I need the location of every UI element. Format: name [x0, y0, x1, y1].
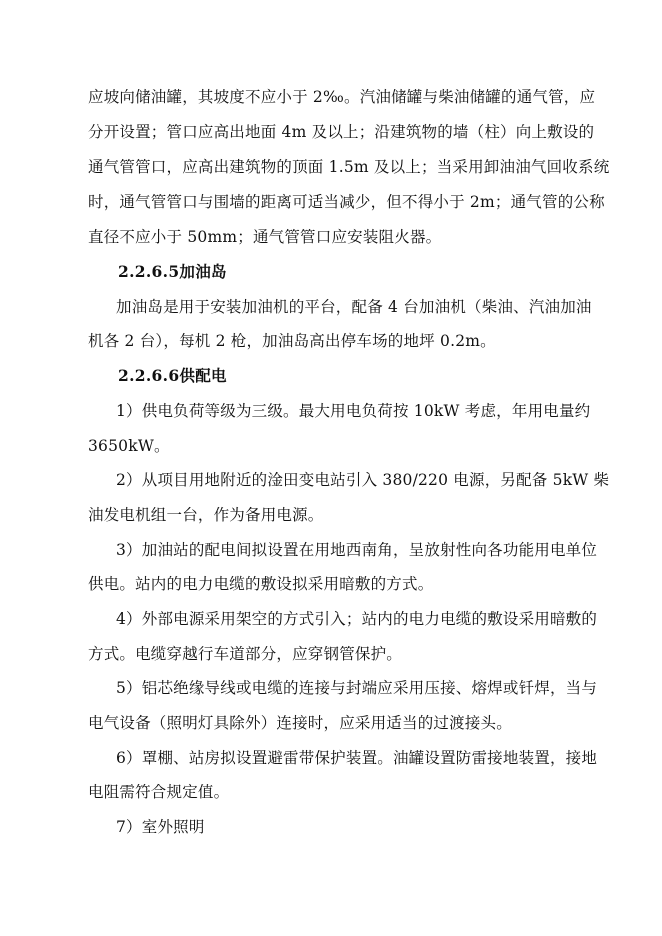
- list-item-line: 油发电机组一台，作为备用电源。: [88, 506, 324, 524]
- paragraph-line: 机各 2 台），每机 2 枪，加油岛高出停车场的地坪 0.2m。: [88, 332, 496, 350]
- paragraph-line: 分开设置；管口应高出地面 4m 及以上；沿建筑物的墙（柱）向上敷设的: [88, 123, 595, 141]
- list-item-line: 4）外部电源采用架空的方式引入；站内的电力电缆的敷设采用暗敷的: [116, 610, 598, 628]
- list-item-line: 2）从项目用地附近的淦田变电站引入 380/220 电源，另配备 5kW 柴: [116, 471, 610, 489]
- list-item-line: 供电。站内的电力电缆的敷设拟采用暗敷的方式。: [88, 575, 434, 593]
- list-item-line: 电阻需符合规定值。: [88, 783, 230, 801]
- list-item-line: 7）室外照明: [116, 818, 205, 836]
- section-heading-2266: 2.2.6.6供配电: [118, 366, 227, 385]
- list-item-line: 1）供电负荷等级为三级。最大用电负荷按 10kW 考虑，年用电量约: [116, 402, 591, 420]
- list-item-line: 方式。电缆穿越行车道部分，应穿钢管保护。: [88, 645, 403, 663]
- paragraph-line: 直径不应小于 50mm；通气管管口应安装阻火器。: [88, 228, 442, 246]
- list-item-line: 3650kW。: [88, 437, 170, 455]
- paragraph-line: 应坡向储油罐，其坡度不应小于 2‰。汽油储罐与柴油储罐的通气管，应: [88, 88, 596, 106]
- paragraph-line: 加油岛是用于安装加油机的平台，配备 4 台加油机（柴油、汽油加油: [116, 298, 592, 316]
- list-item-line: 电气设备（照明灯具除外）连接时，应采用适当的过渡接头。: [88, 714, 512, 732]
- list-item-line: 6）罩棚、站房拟设置避雷带保护装置。油罐设置防雷接地装置，接地: [116, 749, 598, 767]
- paragraph-line: 时，通气管管口与围墙的距离可适当减少，但不得小于 2m；通气管的公称: [88, 193, 605, 211]
- paragraph-line: 通气管管口，应高出建筑物的顶面 1.5m 及以上；当采用卸油油气回收系统: [88, 158, 610, 176]
- section-heading-2265: 2.2.6.5加油岛: [118, 262, 227, 281]
- list-item-line: 3）加油站的配电间拟设置在用地西南角，呈放射性向各功能用电单位: [116, 541, 598, 559]
- list-item-line: 5）铝芯绝缘导线或电缆的连接与封端应采用压接、熔焊或钎焊，当与: [116, 679, 598, 697]
